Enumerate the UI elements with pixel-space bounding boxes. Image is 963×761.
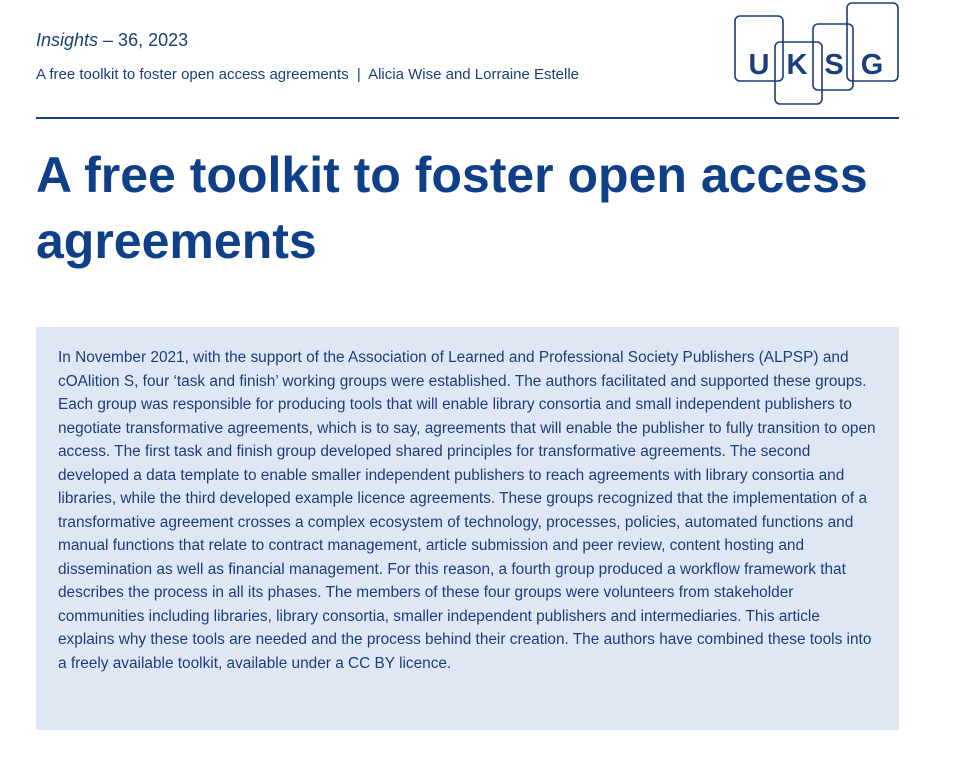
logo-letter-s: S — [824, 49, 844, 81]
logo-letter-u: U — [748, 49, 770, 81]
abstract-box — [36, 327, 899, 730]
journal-issue: – 36, 2023 — [98, 30, 189, 50]
running-authors: Alicia Wise and Lorraine Estelle — [368, 66, 580, 83]
running-title: A free toolkit to foster open access agreements — [36, 66, 349, 83]
logo-letter-g: G — [860, 49, 884, 81]
running-header-separator: | — [356, 66, 361, 83]
article-title: A free toolkit to foster open access agreements — [36, 147, 868, 269]
journal-name: Insights — [36, 30, 99, 50]
header-divider — [36, 117, 899, 119]
logo-letter-k: K — [786, 49, 808, 81]
uksg-logo — [733, 2, 901, 106]
journal-citation — [36, 30, 188, 51]
abstract-text: In November 2021, with the support of the Association of Learned and Professional Society Publishers (ALPSP) and cOAlition S, four ‘task and finish’ working groups were established. The authors facilitated and supported these groups. Each group was responsible for producing tools that will enable library consortia and small independent publishers to negotiate transformative agreements, which is to say, agreements that will enable the publisher to fully transition to open access. The first task and finish group developed shared principles for transformative agreements. The second developed a data template to enable smaller independent publishers to reach agreements with library consortia and libraries, while the third developed example licence agreements. These groups recognized that the implementation of a transformative agreement crosses a complex ecosystem of technology, processes, policies, automated functions and manual functions that relate to contract management, article submission and peer review, content hosting and dissemination as well as financial management. For this reason, a fourth group produced a workflow framework that describes the process in all its phases. The members of these four groups were volunteers from stakeholder communities including libraries, library consortia, smaller independent publishers and intermediaries. This article explains why these tools are needed and the process behind their creation. The authors have combined these tools into a freely available toolkit, available under a CC BY licence. — [58, 349, 876, 672]
running-header — [36, 66, 579, 83]
